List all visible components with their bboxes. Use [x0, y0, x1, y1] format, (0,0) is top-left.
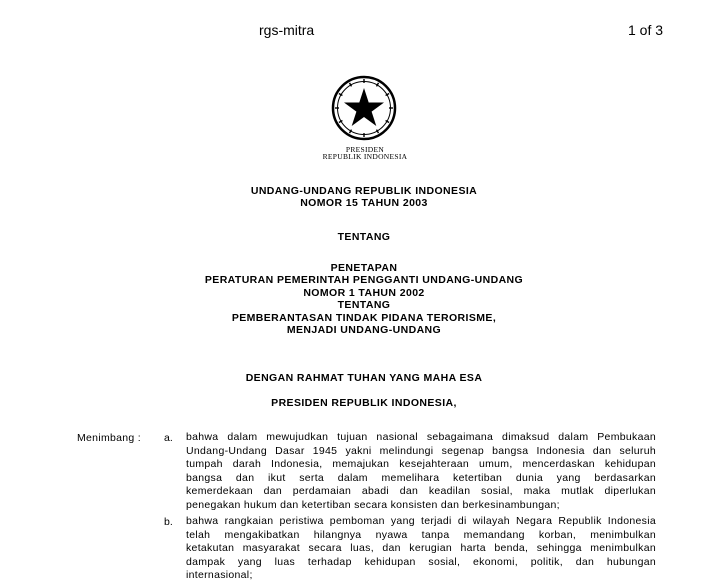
item-marker: a. [164, 432, 173, 444]
item-line: internasional; [186, 569, 253, 581]
subject-line: PERATURAN PEMERINTAH PENGGANTI UNDANG-UNDANG [204, 274, 524, 286]
item-line: Undang-Undang Dasar 1945 yakni melindungi segenap bangsa Indonesia dan seluruh [186, 444, 656, 457]
emblem-caption-line2: REPUBLIK INDONESIA [322, 152, 408, 161]
subject-line: PEMBERANTASAN TINDAK PIDANA TERORISME, [231, 312, 497, 324]
item-line: telah mengakibatkan hilangnya nyawa tanpa memandang korban, menimbulkan [186, 528, 656, 541]
blessing-line: DENGAN RAHMAT TUHAN YANG MAHA ESA [245, 372, 483, 384]
item-line: kemerdekaan dan perdamaian abadi dan keadilan sosial, maka mutlak diperlukan [186, 485, 656, 497]
about-heading: TENTANG [337, 231, 391, 243]
item-marker: b. [164, 516, 173, 528]
law-title: UNDANG-UNDANG REPUBLIK INDONESIA [250, 185, 478, 197]
page-counter: 1 of 3 [628, 22, 664, 38]
item-line: tumpah darah Indonesia, memajukan kesejahteraan umum, mencerdaskan kehidupan [186, 458, 656, 470]
consideration-item-a [186, 431, 656, 512]
header-source: rgs-mitra [259, 22, 315, 38]
subject-line: NOMOR 1 TAHUN 2002 [303, 287, 425, 299]
item-line: dampak yang luas terhadap kehidupan sosial, ekonomi, politik, dan hubungan [186, 555, 656, 568]
item-line: penegakan hukum dan ketertiban secara konsisten dan berkesinambungan; [186, 498, 560, 511]
emblem-caption-line1: PRESIDEN [345, 145, 385, 154]
item-line: bahwa dalam mewujudkan tujuan nasional sebagaimana dimaksud dalam Pembukaan [186, 431, 656, 443]
subject-line: MENJADI UNDANG-UNDANG [286, 324, 442, 336]
garuda-star-emblem-icon [330, 74, 398, 142]
president-line: PRESIDEN REPUBLIK INDONESIA, [271, 397, 457, 409]
law-number: NOMOR 15 TAHUN 2003 [300, 197, 428, 209]
subject-line: TENTANG [337, 299, 391, 311]
considering-label: Menimbang : [77, 432, 141, 444]
item-line: bangsa dan ikut serta dalam memelihara ketertiban dunia yang berdasarkan [186, 471, 656, 484]
subject-line: PENETAPAN [330, 262, 398, 274]
item-line: bahwa rangkaian peristiwa pemboman yang terjadi di wilayah Negara Republik Indonesia [186, 515, 656, 527]
item-line: ketakutan masyarakat secara luas, dan kerugian harta benda, sehingga menimbulkan [186, 542, 656, 554]
consideration-item-b [186, 515, 656, 583]
